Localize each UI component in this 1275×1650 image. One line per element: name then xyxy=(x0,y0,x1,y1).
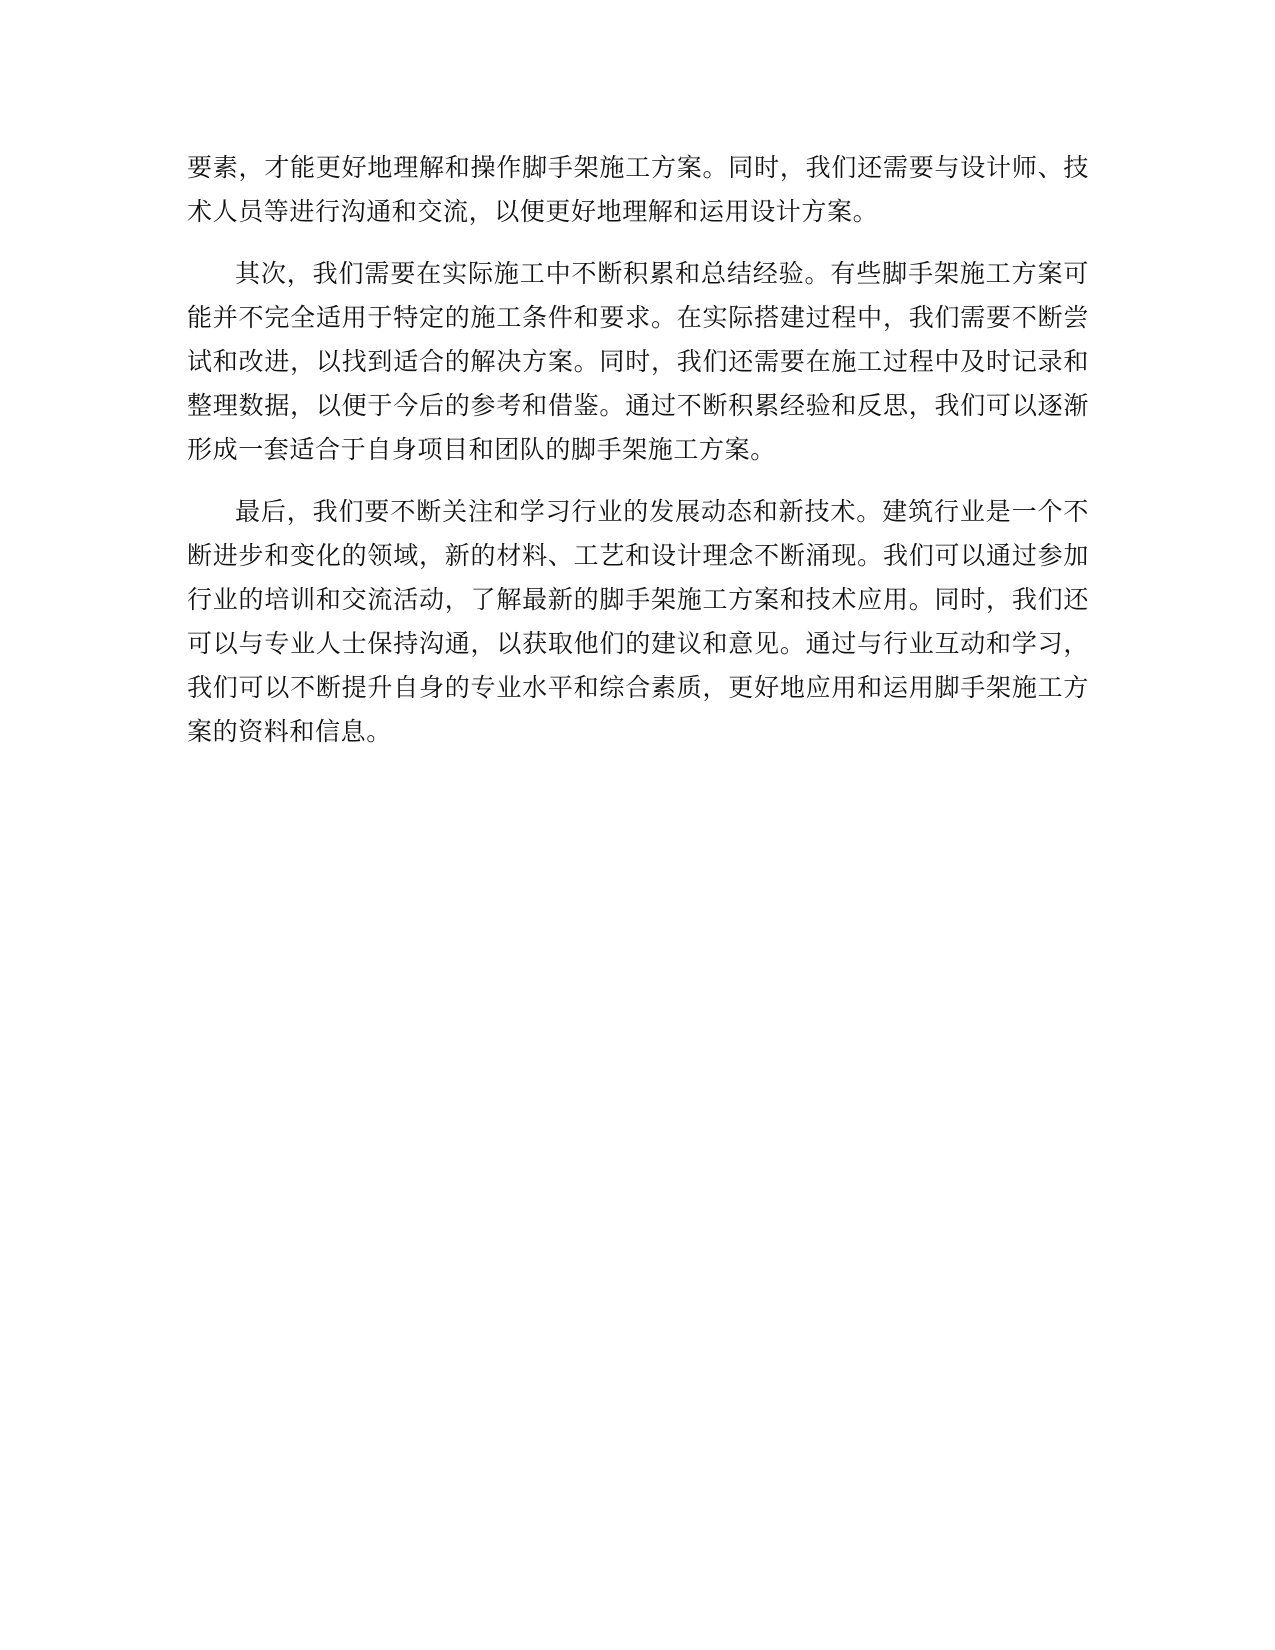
paragraph-second: 其次，我们需要在实际施工中不断积累和总结经验。有些脚手架施工方案可能并不完全适用于特定的施工条件和要求。在实际搭建过程中，我们需要不断尝试和改进，以找到适合的解决方案。同时，我们还需要在施工过程中及时记录和整理数据，以便于今后的参考和借鉴。通过不断积累经验和反思，我们可以逐渐形成一套适合于自身项目和团队的脚手架施工方案。 xyxy=(187,259,1089,464)
paragraph-continuation: 要素，才能更好地理解和操作脚手架施工方案。同时，我们还需要与设计师、技术人员等进行沟通和交流，以便更好地理解和运用设计方案。 xyxy=(187,153,1089,226)
document-body xyxy=(187,146,1089,772)
paragraph-last: 最后，我们要不断关注和学习行业的发展动态和新技术。建筑行业是一个不断进步和变化的领域，新的材料、工艺和设计理念不断涌现。我们可以通过参加行业的培训和交流活动，了解最新的脚手架施工方案和技术应用。同时，我们还可以与专业人士保持沟通，以获取他们的建议和意见。通过与行业互动和学习，我们可以不断提升自身的专业水平和综合素质，更好地应用和运用脚手架施工方案的资料和信息。 xyxy=(187,497,1089,746)
